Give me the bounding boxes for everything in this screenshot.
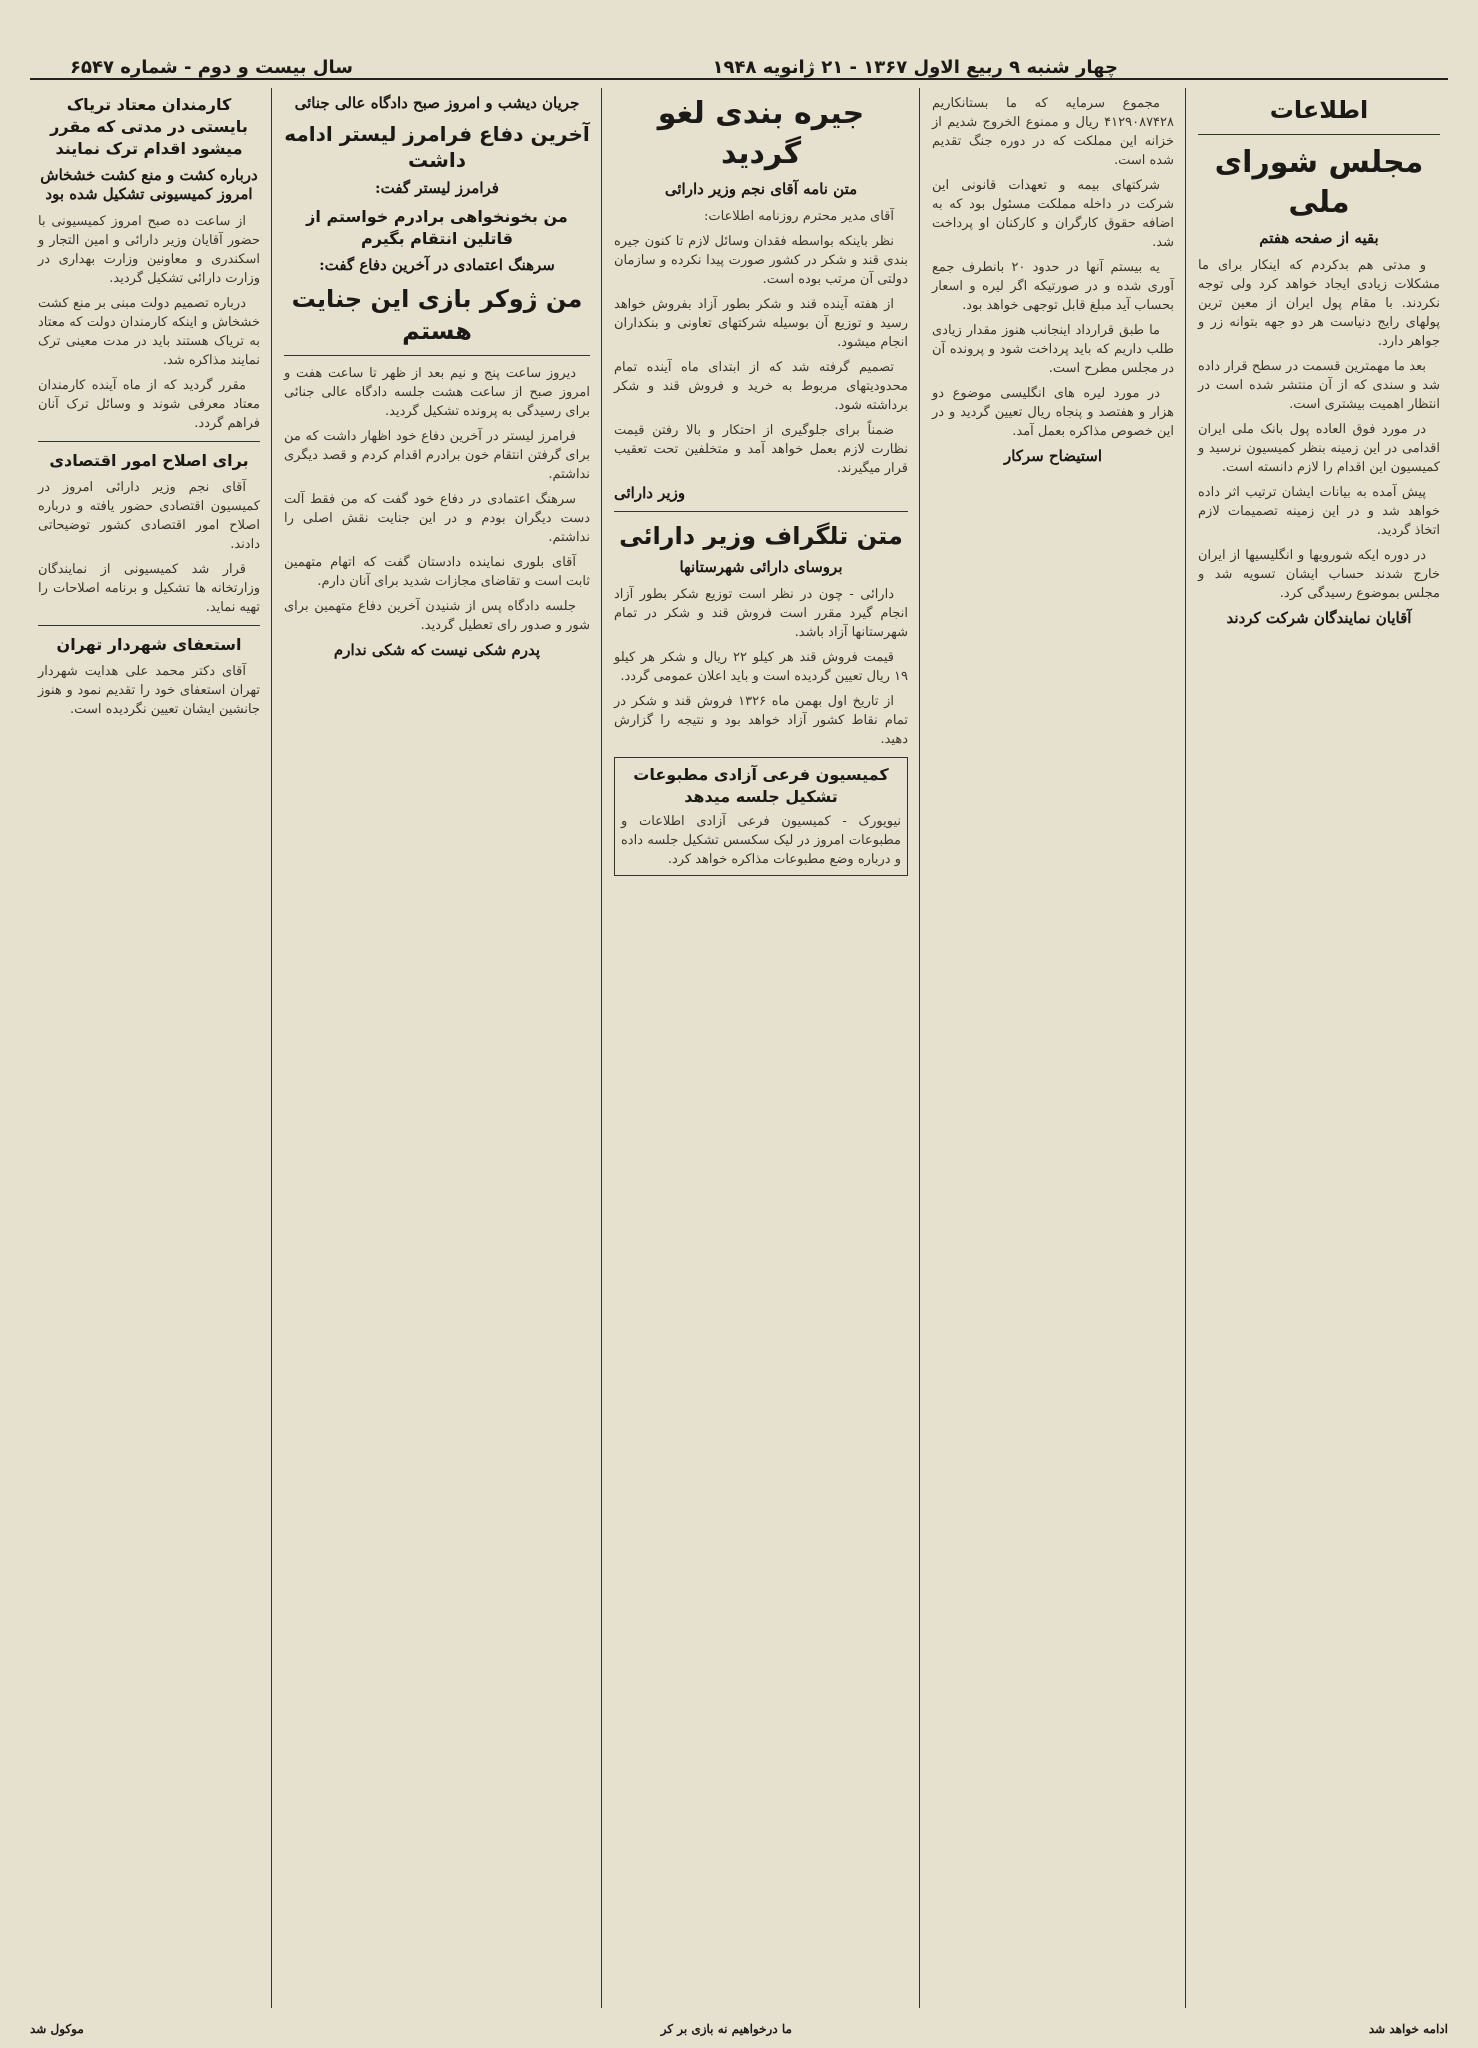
paragraph: از تاریخ اول بهمن ماه ۱۳۲۶ فروش قند و شکر در تمام نقاط کشور آزاد خواهد بود و نتیجه را گزارش دهید.: [614, 694, 908, 747]
headline-rationing: جیره بندی لغو گردید: [657, 96, 865, 171]
paper-logo: اطلاعات: [1269, 96, 1369, 124]
press-commission-box: [614, 757, 908, 876]
paragraph: در مورد لیره های انگلیسی موضوع دو هزار و هفتصد و پنجاه ریال تعیین گردید و در این خصوص مذاکره بعمل آمد.: [932, 386, 1174, 439]
divider: [284, 355, 590, 356]
paragraph: جلسه دادگاه پس از شنیدن آخرین دفاع متهمین برای شور و صدور رای تعطیل گردید.: [284, 599, 590, 633]
paragraph: تصمیم گرفته شد که از ابتدای ماه آینده تمام محدودیتهای مربوط به خرید و فروش قند و شکر برداشته شود.: [614, 360, 908, 413]
divider: [614, 511, 908, 512]
subhead: آقایان نمایندگان شرکت کردند: [1226, 609, 1412, 627]
signature: وزیر دارائی: [614, 484, 686, 502]
article-rationing-body: [614, 207, 908, 478]
article-economy-body: [38, 478, 260, 617]
article-majlis-continued: [932, 94, 1174, 441]
paragraph: مجموع سرمایه که ما بستانکاریم ۴۱۲۹۰۸۷۴۲۸ ریال و ممنوع الخروج شدیم از خزانه این مملکت که در دوره جنگ تقدیم شده است.: [932, 96, 1174, 168]
subhead-speaker-1: فرامرز لیستر گفت:: [375, 179, 499, 197]
paragraph: دارائی - چون در نظر است توزیع شکر بطور آزاد انجام گیرد مقرر است فروش قند و شکر در تمام شهرستانها آزاد باشد.: [614, 587, 908, 640]
article-trial-body: [284, 364, 590, 635]
paragraph: یه بیستم آنها در حدود ۲۰ بانطرف جمع آوری شده و در صورتیکه اگر لیره و اسعار بحساب آید مبلغ قابل توجهی خواهد بود.: [932, 260, 1174, 313]
subhead-opium: درباره کشت و منع کشت خشخاش امروز کمیسیونی تشکیل شده بود: [40, 166, 258, 203]
paragraph: بعد ما مهمترین قسمت در سطح قرار داده شد و سندی که از آن منتشر شده است در انتظار اهمیت بیشتری است.: [1198, 359, 1440, 412]
paragraph: در مورد فوق العاده پول بانک ملی ایران اقدامی در این زمینه بنظر کمیسیون نرسید و کمیسیون این اقدام را لازم دانسته است.: [1198, 422, 1440, 475]
column-4: [276, 88, 598, 2008]
column-rule: [601, 88, 602, 2008]
paragraph: نظر باینکه بواسطه فقدان وسائل لازم تا کنون جیره بندی قند و شکر در کشور صورت پیدا نکرده و سازمان دولتی آن مرتب بوده است.: [614, 234, 908, 287]
headline-mayor: استعفای شهردار تهران: [56, 635, 242, 654]
article-mayor-body: [38, 662, 260, 719]
article-majlis-body: [1198, 256, 1440, 603]
paragraph: ما طبق قرارداد اینجانب هنوز مقدار زیادی طلب داریم که باید پرداخت شود و پرونده آن در مجلس مطرح است.: [932, 323, 1174, 376]
paragraph: آقای نجم وزیر دارائی امروز در کمیسیون اقتصادی حضور یافته و درباره اصلاح امور اقتصادی کشور توضیحاتی دادند.: [38, 480, 260, 552]
footer-right: ادامه خواهد شد: [1368, 2022, 1448, 2036]
column-2: [924, 88, 1182, 2008]
divider: [1198, 134, 1440, 135]
masthead-issue: سال بیست و دوم - شماره ۶۵۴۷: [70, 57, 353, 78]
paragraph: آقای بلوری نماینده دادستان گفت که اتهام متهمین ثابت است و تقاضای مجازات شدید برای آنان دارم.: [284, 555, 590, 589]
column-rule: [1185, 88, 1186, 2008]
paragraph: مقرر گردید که از ماه آینده کارمندان معتاد معرفی شوند و وسائل ترک آنان فراهم گردد.: [38, 378, 260, 431]
paragraph: شرکتهای بیمه و تعهدات قانونی این شرکت در داخله مملکت مسئول بود که به اضافه حقوق کارگران و کارکنان او پرداخت شد.: [932, 178, 1174, 250]
masthead-date: چهار شنبه ۹ ربیع الاول ۱۳۶۷ - ۲۱ ژانویه ۱۹۴۸: [712, 57, 1118, 78]
paragraph: در دوره ایکه شورویها و انگلیسیها از ایران خارج شدند حساب ایشان تسویه شد و مجلس بموضوع رسیدگی کرد.: [1198, 548, 1440, 601]
article-opium-body: [38, 212, 260, 433]
subhead-letter: متن نامه آقای نجم وزیر دارائی: [664, 180, 858, 198]
paragraph: از ساعت ده صبح امروز کمیسیونی با حضور آقایان وزیر دارائی و امین التجار و اسکندری و معاونین وزارت بهداری در وزارت دارائی تشکیل گردید.: [38, 214, 260, 286]
trial-footer: پدرم شکی نیست که شکی ندارم: [333, 641, 541, 659]
headline-opium: کارمندان معتاد تریاک بایستی در مدتی که مقرر میشود اقدام ترک نمایند: [50, 95, 248, 158]
headline-telegram: متن تلگراف وزیر دارائی: [619, 522, 903, 550]
paragraph: فرامرز لیستر در آخرین دفاع خود اظهار داشت که من برای گرفتن انتقام خون برادرم اقدام کردم و قصد دیگری نداشتم.: [284, 429, 590, 482]
paragraph: قرار شد کمیسیونی از نمایندگان وزارتخانه ها تشکیل و برنامه اصلاحات را تهیه نماید.: [38, 562, 260, 615]
kicker: جریان دیشب و امروز صبح دادگاه عالی جنائی: [294, 94, 580, 112]
pull-quote-2: من ژوکر بازی این جنایت هستم: [291, 285, 583, 345]
headline-economy: برای اصلاح امور اقتصادی: [49, 451, 249, 470]
paragraph: آقای دکتر محمد علی هدایت شهردار تهران استعفای خود را تقدیم نمود و هنوز جانشین ایشان تعیین نگردیده است.: [38, 664, 260, 717]
subhead-continued: بقیه از صفحه هفتم: [1259, 229, 1379, 247]
article-telegram-body: [614, 585, 908, 749]
column-rule: [271, 88, 272, 2008]
paragraph: درباره تصمیم دولت مبنی بر منع کشت خشخاش و اینکه کارمندان دولت که معتاد به تریاک هستند باید در مدت معینی ترک نمایند مذاکره شد.: [38, 296, 260, 368]
paragraph: و مدتی هم بدکردم که اینکار برای ما مشکلات زیادی ایجاد خواهد کرد ولی توجه نکردند. با مقام پول ایران از معین ترین پولهای رایج دنیاست هر دو جهه بتوانه زر و جواهر دارد.: [1198, 258, 1440, 349]
divider: [38, 625, 260, 626]
column-rule: [919, 88, 920, 2008]
page-footer: [30, 2022, 1448, 2036]
column-3: [606, 88, 916, 2008]
divider: [38, 441, 260, 442]
box-body: نیویورک - کمیسیون فرعی آزادی اطلاعات و مطبوعات امروز در لیک سکسس تشکیل جلسه داده و درباره وضع مطبوعات مذاکره خواهد کرد.: [621, 814, 901, 867]
subhead: استیضاح سرکار: [1003, 447, 1103, 465]
paragraph: پیش آمده به بیانات ایشان ترتیب اثر داده خواهد شد و در این زمینه تصمیمات لازم اتخاذ گردید.: [1198, 485, 1440, 538]
column-1: [1190, 88, 1448, 2008]
paragraph: ضمناً برای جلوگیری از احتکار و بالا رفتن قیمت نظارت لازم بعمل خواهد آمد و متخلفین تحت تعقیب قرار میگیرند.: [614, 423, 908, 476]
paragraph: قیمت فروش قند هر کیلو ۲۲ ریال و شکر هر کیلو ۱۹ ریال تعیین گردیده است و باید اعلان عمومی گردد.: [614, 650, 908, 684]
subhead-telegram: بروسای دارائی شهرستانها: [679, 558, 843, 576]
headline-trial: آخرین دفاع فرامرز لیستر ادامه داشت: [284, 122, 590, 172]
footer-left: موکول شد: [30, 2022, 84, 2036]
column-5: [30, 88, 268, 2008]
footer-center: ما درخواهیم نه بازی بر کر: [660, 2022, 792, 2036]
masthead: [30, 44, 1448, 80]
subhead-speaker-2: سرهنگ اعتمادی در آخرین دفاع گفت:: [319, 256, 555, 274]
paragraph: سرهنگ اعتمادی در دفاع خود گفت که من فقط آلت دست دیگران بودم و در این جنایت نقش اصلی را نداشتم.: [284, 492, 590, 545]
paragraph: از هفته آینده قند و شکر بطور آزاد بفروش خواهد رسید و توزیع آن بوسیله شرکتهای تعاونی و بنکداران انجام میشود.: [614, 297, 908, 350]
paragraph: آقای مدیر محترم روزنامه اطلاعات:: [704, 209, 894, 224]
headline-majlis: مجلس شورای ملی: [1214, 145, 1424, 220]
pull-quote-1: من بخونخواهی برادرم خواستم از قاتلین انتقام بگیرم: [306, 207, 568, 248]
box-headline: کمیسیون فرعی آزادی مطبوعات تشکیل جلسه میدهد: [633, 765, 889, 806]
paragraph: دیروز ساعت پنج و نیم بعد از ظهر تا ساعت هفت و امروز صبح از ساعت هشت جلسه دادگاه عالی جنائی برای رسیدگی به پرونده تشکیل گردید.: [284, 366, 590, 419]
